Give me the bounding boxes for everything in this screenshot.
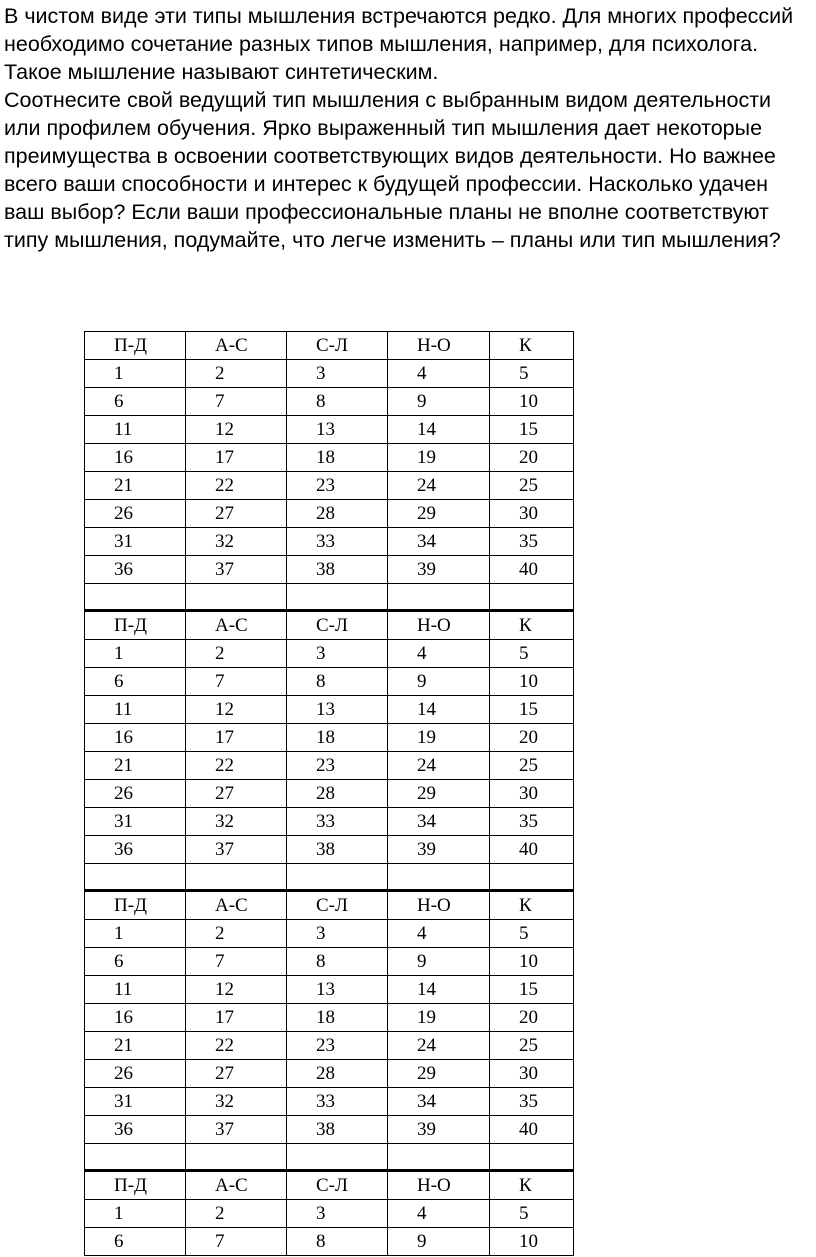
table-cell: 37 (186, 836, 287, 864)
table-cell: 28 (287, 780, 388, 808)
table-cell: 33 (287, 1088, 388, 1116)
intro-paragraph-2: Соотнесите свой ведущий тип мышления с выбранным видом деятельности или профилем обучения. Ярко выраженный тип мышления дает некоторые преимущества в освоении соответствующих видов деятельности. Но важнее всего ваши способности и интерес к будущей профессии. Насколько удачен ваш выбор? Если ваши профессиональные планы не вполне соответствуют типу мышления, подумайте, что легче изменить – планы или тип мышления? (4, 88, 781, 252)
table-cell: 5 (490, 1200, 574, 1228)
table-cell: 9 (388, 388, 490, 416)
table-cell: 4 (388, 1200, 490, 1228)
table-cell: 25 (490, 1032, 574, 1060)
table-cell: 29 (388, 1060, 490, 1088)
table-cell: 33 (287, 528, 388, 556)
table-cell: 25 (490, 752, 574, 780)
table-cell: 12 (186, 976, 287, 1004)
table-cell: 7 (186, 668, 287, 696)
table-cell: 3 (287, 640, 388, 668)
table-cell: 19 (388, 724, 490, 752)
table-cell: 6 (85, 948, 186, 976)
table-empty-cell (85, 584, 186, 611)
table-header-cell: Н-О (388, 332, 490, 360)
table-empty-row (85, 1144, 574, 1171)
table-cell: 2 (186, 920, 287, 948)
table-cell: 14 (388, 416, 490, 444)
table-cell: 21 (85, 472, 186, 500)
table-cell: 35 (490, 808, 574, 836)
table-cell: 17 (186, 444, 287, 472)
table-cell: 8 (287, 388, 388, 416)
table-row (85, 1228, 574, 1256)
table-cell: 5 (490, 920, 574, 948)
table-cell: 26 (85, 1060, 186, 1088)
table-cell: 24 (388, 752, 490, 780)
table-header-cell: С-Л (287, 891, 388, 920)
table-cell: 12 (186, 416, 287, 444)
table-cell: 36 (85, 1116, 186, 1144)
table-cell: 6 (85, 1228, 186, 1256)
table-cell: 39 (388, 836, 490, 864)
intro-paragraph-1: В чистом виде эти типы мышления встречаются редко. Для многих профессий необходимо сочетание разных типов мышления, например, для психолога. Такое мышление называют синтетическим. (4, 4, 794, 84)
table-row (85, 836, 574, 864)
table-empty-cell (85, 864, 186, 891)
table-cell: 11 (85, 416, 186, 444)
table-cell: 29 (388, 500, 490, 528)
table-cell: 24 (388, 1032, 490, 1060)
table-empty-cell (287, 1144, 388, 1171)
table-cell: 15 (490, 696, 574, 724)
table-empty-cell (186, 864, 287, 891)
table-cell: 16 (85, 1004, 186, 1032)
table-cell: 20 (490, 724, 574, 752)
table-cell: 33 (287, 808, 388, 836)
table-header-cell: А-С (186, 1171, 287, 1200)
table-cell: 26 (85, 780, 186, 808)
table-cell: 22 (186, 752, 287, 780)
table-cell: 30 (490, 500, 574, 528)
table-cell: 31 (85, 528, 186, 556)
table-row (85, 976, 574, 1004)
table-empty-cell (287, 584, 388, 611)
table-header-cell: Н-О (388, 1171, 490, 1200)
table-cell: 10 (490, 1228, 574, 1256)
table-cell: 17 (186, 1004, 287, 1032)
table-cell: 7 (186, 1228, 287, 1256)
table-cell: 35 (490, 1088, 574, 1116)
table-empty-cell (388, 584, 490, 611)
table-cell: 1 (85, 920, 186, 948)
table-header-cell: А-С (186, 891, 287, 920)
table-cell: 31 (85, 1088, 186, 1116)
table-cell: 7 (186, 948, 287, 976)
table-cell: 6 (85, 388, 186, 416)
table-row (85, 1032, 574, 1060)
table-cell: 10 (490, 948, 574, 976)
table-cell: 7 (186, 388, 287, 416)
table-cell: 14 (388, 696, 490, 724)
table-cell: 11 (85, 696, 186, 724)
table-row (85, 780, 574, 808)
table-row (85, 388, 574, 416)
table-row (85, 668, 574, 696)
table-cell: 34 (388, 528, 490, 556)
table-row (85, 920, 574, 948)
table-cell: 2 (186, 360, 287, 388)
table-cell: 4 (388, 640, 490, 668)
table-empty-cell (388, 864, 490, 891)
table-header-row (85, 611, 574, 640)
table-row (85, 808, 574, 836)
table-cell: 36 (85, 556, 186, 584)
table-header-row (85, 891, 574, 920)
table-header-cell: С-Л (287, 1171, 388, 1200)
table-cell: 1 (85, 360, 186, 388)
table-empty-row (85, 584, 574, 611)
table-row (85, 528, 574, 556)
table-header-cell: Н-О (388, 891, 490, 920)
table-header-cell: П-Д (85, 332, 186, 360)
table-cell: 14 (388, 976, 490, 1004)
table-cell: 38 (287, 836, 388, 864)
table-empty-cell (490, 864, 574, 891)
table-cell: 24 (388, 472, 490, 500)
table-cell: 36 (85, 836, 186, 864)
table-cell: 13 (287, 696, 388, 724)
table-cell: 1 (85, 1200, 186, 1228)
table-header-cell: С-Л (287, 611, 388, 640)
table-cell: 9 (388, 1228, 490, 1256)
table-header-cell: К (490, 332, 574, 360)
table-cell: 8 (287, 948, 388, 976)
table-header-cell: К (490, 611, 574, 640)
table-header-cell: Н-О (388, 611, 490, 640)
table-cell: 22 (186, 1032, 287, 1060)
table-cell: 22 (186, 472, 287, 500)
table-cell: 30 (490, 780, 574, 808)
table-cell: 12 (186, 696, 287, 724)
table-cell: 32 (186, 528, 287, 556)
table-cell: 29 (388, 780, 490, 808)
table-empty-cell (490, 584, 574, 611)
table-cell: 15 (490, 416, 574, 444)
table-row (85, 948, 574, 976)
table-cell: 4 (388, 360, 490, 388)
table-cell: 27 (186, 780, 287, 808)
table-cell: 23 (287, 1032, 388, 1060)
table-cell: 40 (490, 556, 574, 584)
table-cell: 37 (186, 1116, 287, 1144)
table-cell: 19 (388, 444, 490, 472)
table-row (85, 724, 574, 752)
table-empty-cell (85, 1144, 186, 1171)
table-row (85, 1200, 574, 1228)
table-row (85, 752, 574, 780)
table-cell: 34 (388, 1088, 490, 1116)
table-header-cell: С-Л (287, 332, 388, 360)
table-cell: 21 (85, 752, 186, 780)
table-cell: 20 (490, 444, 574, 472)
table-cell: 40 (490, 836, 574, 864)
table-row (85, 472, 574, 500)
table-cell: 3 (287, 360, 388, 388)
table-cell: 23 (287, 472, 388, 500)
table-cell: 32 (186, 1088, 287, 1116)
table-header-cell: П-Д (85, 891, 186, 920)
table-cell: 25 (490, 472, 574, 500)
table-cell: 13 (287, 976, 388, 1004)
table-cell: 17 (186, 724, 287, 752)
table-empty-cell (388, 1144, 490, 1171)
table-cell: 5 (490, 640, 574, 668)
table-cell: 26 (85, 500, 186, 528)
table-cell: 18 (287, 444, 388, 472)
table-row (85, 416, 574, 444)
table-cell: 39 (388, 1116, 490, 1144)
table-cell: 27 (186, 500, 287, 528)
table-cell: 18 (287, 724, 388, 752)
table-empty-row (85, 864, 574, 891)
table-cell: 37 (186, 556, 287, 584)
table-cell: 31 (85, 808, 186, 836)
table-cell: 2 (186, 640, 287, 668)
table-cell: 34 (388, 808, 490, 836)
table-cell: 18 (287, 1004, 388, 1032)
table-cell: 3 (287, 920, 388, 948)
table-cell: 32 (186, 808, 287, 836)
table-cell: 4 (388, 920, 490, 948)
table-cell: 23 (287, 752, 388, 780)
table-cell: 10 (490, 388, 574, 416)
table-empty-cell (186, 1144, 287, 1171)
table-empty-cell (287, 864, 388, 891)
table-row (85, 556, 574, 584)
table-cell: 21 (85, 1032, 186, 1060)
table-cell: 3 (287, 1200, 388, 1228)
table-row (85, 1116, 574, 1144)
table-cell: 15 (490, 976, 574, 1004)
table-header-cell: П-Д (85, 611, 186, 640)
table-cell: 1 (85, 640, 186, 668)
table-cell: 5 (490, 360, 574, 388)
table-cell: 39 (388, 556, 490, 584)
table-row (85, 500, 574, 528)
table-row (85, 444, 574, 472)
answer-table (84, 331, 574, 1256)
table-header-cell: К (490, 1171, 574, 1200)
table-empty-cell (186, 584, 287, 611)
table-cell: 28 (287, 1060, 388, 1088)
table-cell: 28 (287, 500, 388, 528)
table-cell: 19 (388, 1004, 490, 1032)
table-cell: 35 (490, 528, 574, 556)
table-header-row (85, 1171, 574, 1200)
table-cell: 8 (287, 1228, 388, 1256)
table-cell: 6 (85, 668, 186, 696)
table-empty-cell (490, 1144, 574, 1171)
table-cell: 11 (85, 976, 186, 1004)
table-header-cell: К (490, 891, 574, 920)
table-cell: 16 (85, 724, 186, 752)
table-cell: 10 (490, 668, 574, 696)
table-cell: 16 (85, 444, 186, 472)
table-cell: 9 (388, 948, 490, 976)
table-row (85, 696, 574, 724)
table-row (85, 640, 574, 668)
table-row (85, 1060, 574, 1088)
table-header-cell: А-С (186, 611, 287, 640)
table-cell: 40 (490, 1116, 574, 1144)
table-header-cell: П-Д (85, 1171, 186, 1200)
table-cell: 9 (388, 668, 490, 696)
intro-text (4, 2, 812, 254)
table-row (85, 1004, 574, 1032)
table-cell: 38 (287, 556, 388, 584)
table-row (85, 1088, 574, 1116)
table-cell: 20 (490, 1004, 574, 1032)
table-header-cell: А-С (186, 332, 287, 360)
table-header-row (85, 332, 574, 360)
table-cell: 30 (490, 1060, 574, 1088)
table-cell: 38 (287, 1116, 388, 1144)
table-cell: 13 (287, 416, 388, 444)
answer-table-container (84, 331, 574, 1256)
table-cell: 2 (186, 1200, 287, 1228)
table-row (85, 360, 574, 388)
table-cell: 27 (186, 1060, 287, 1088)
answer-table-body (85, 332, 574, 1256)
table-cell: 8 (287, 668, 388, 696)
